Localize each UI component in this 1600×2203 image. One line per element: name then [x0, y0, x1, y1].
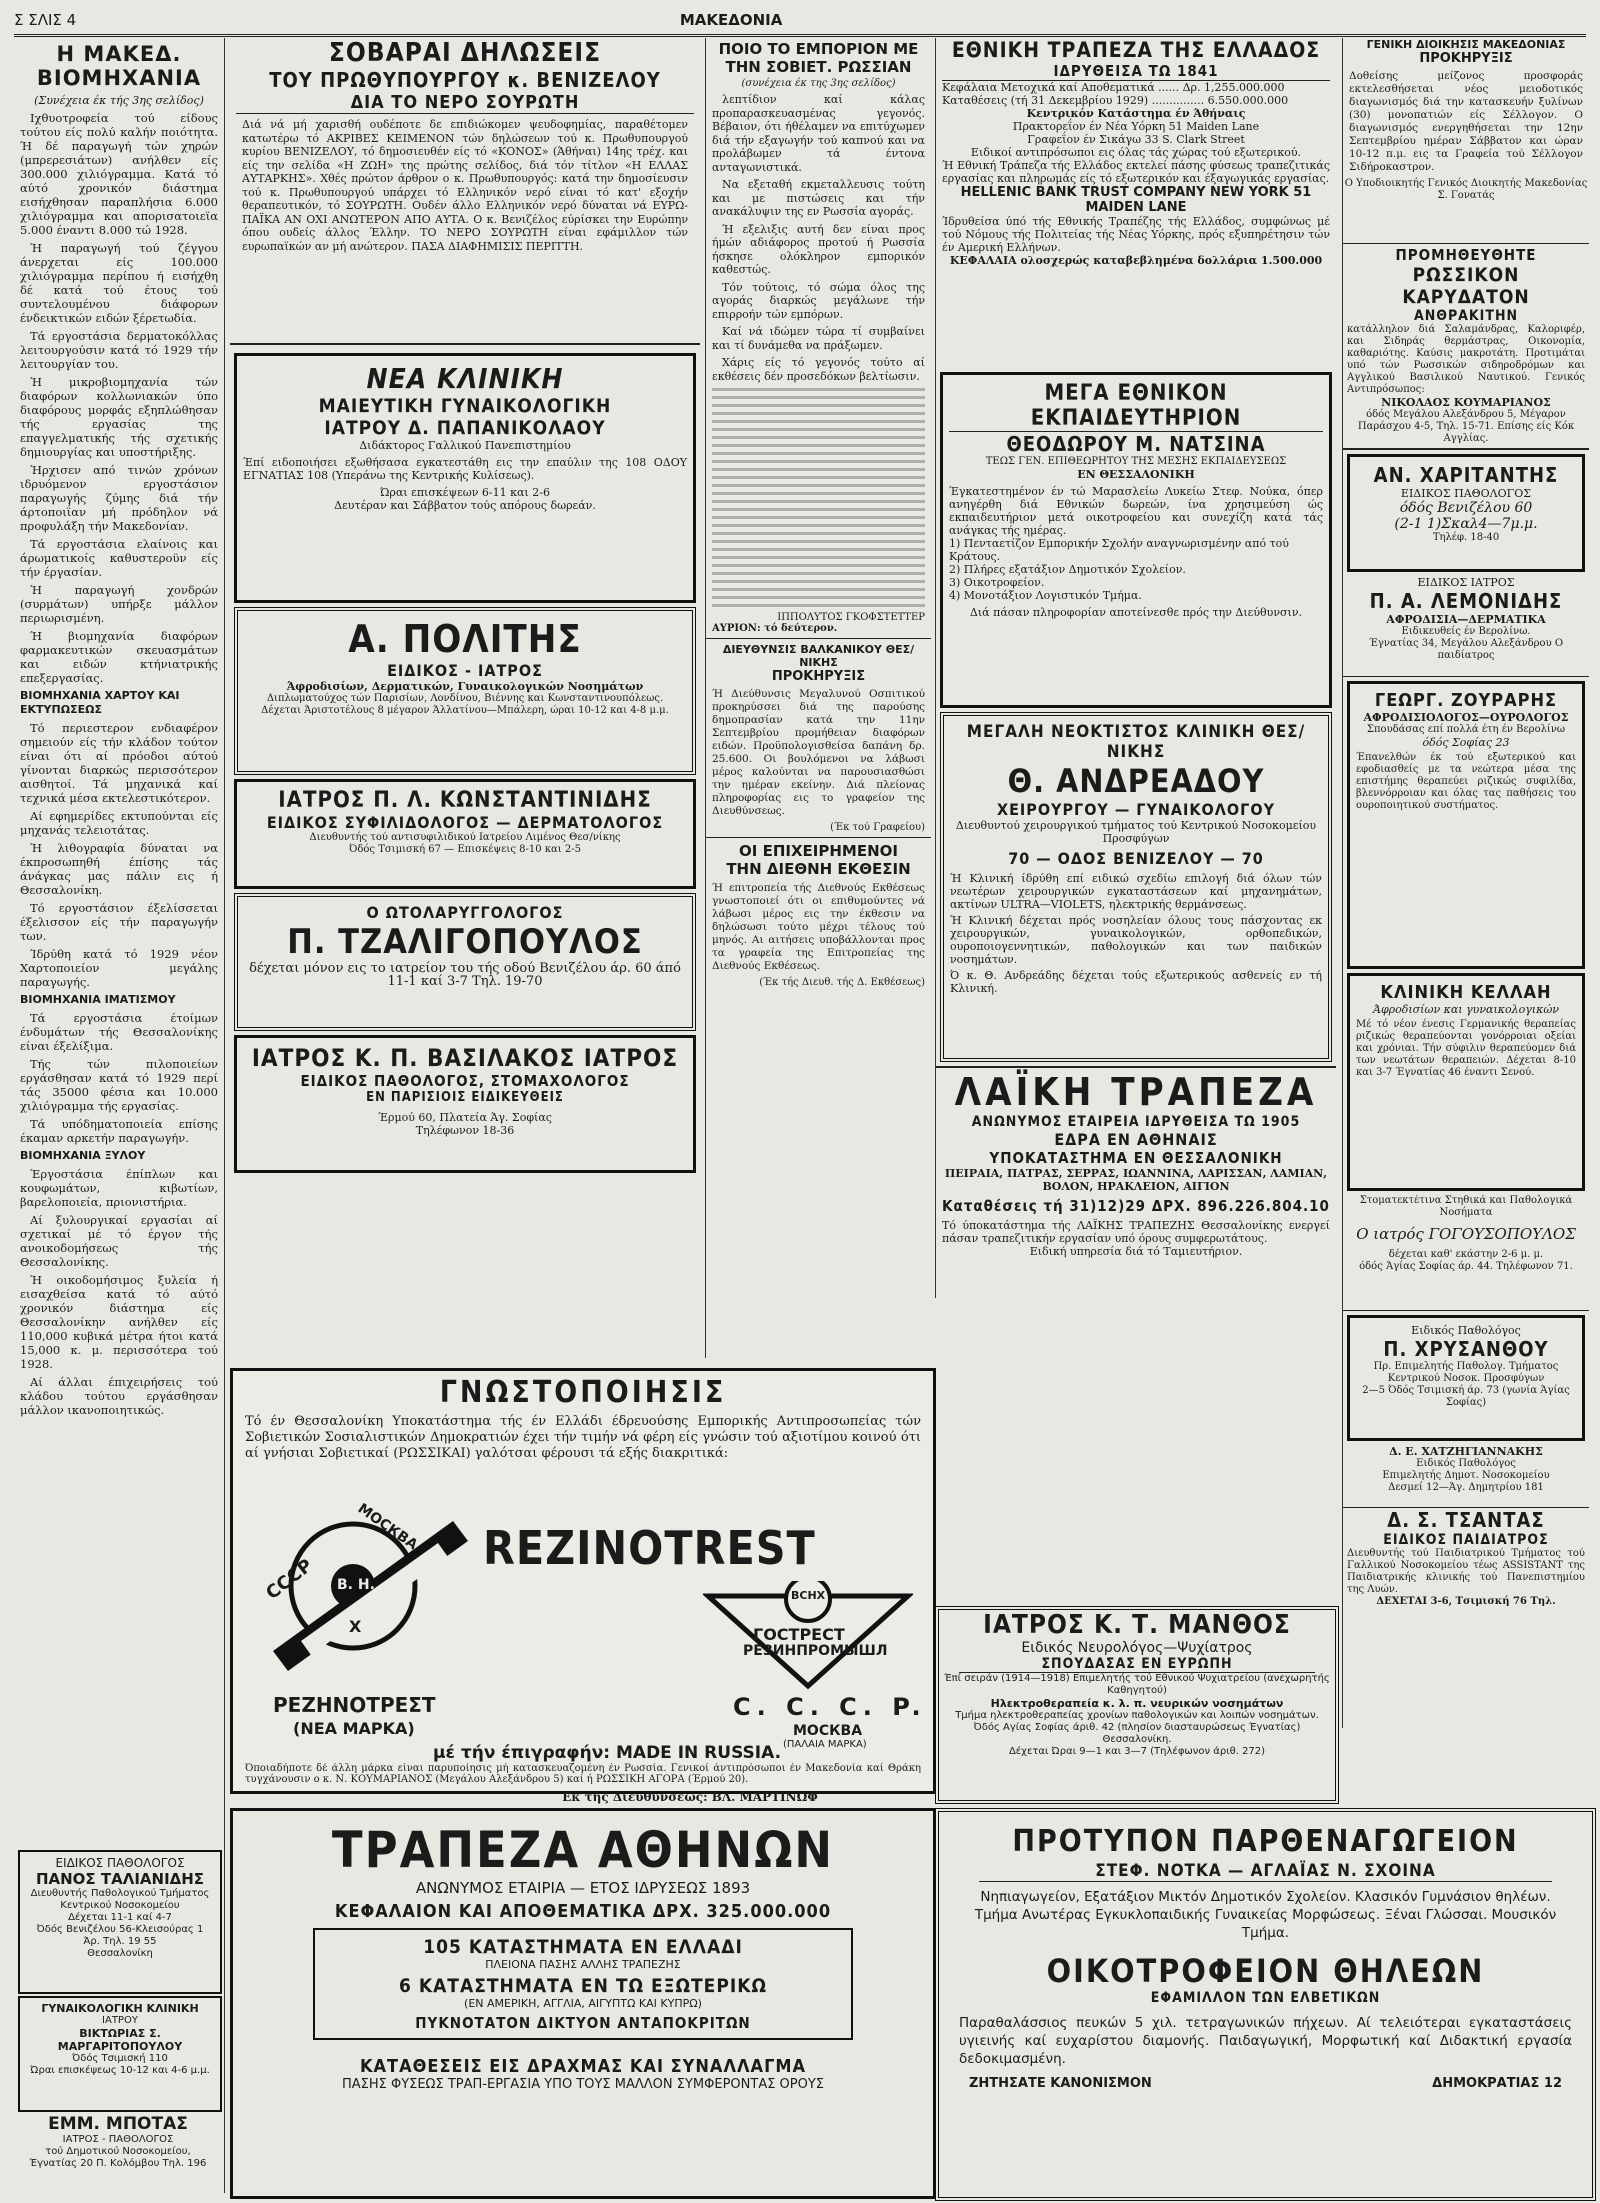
- ad-headline: ΙΑΤΡΟΣ Π. Λ. ΚΩΝΣΤΑΝΤΙΝΙΔΗΣ: [278, 788, 652, 813]
- ad-list-item: 3) Οικοτροφείον.: [949, 576, 1045, 589]
- ad-headline: ΣΟΒΑΡΑΙ ΔΗΛΩΣΕΙΣ: [328, 38, 602, 68]
- article-continuation: (συνέχεια έκ της 3ης σελίδος): [741, 78, 896, 89]
- ad-laiki-bank: [936, 1066, 1336, 1298]
- ad-name: ΒΙΚΤΩΡΙΑΣ Σ. ΜΑΡΓΑΡΙΤΟΠΟΥΛΟΥ: [57, 2027, 183, 2053]
- ad-headline: Π. Α. ΛΕΜΟΝΙΔΗΣ: [1369, 589, 1563, 613]
- paragraph: Τά εργοστάσια έτοίμων ένδυμάτων τής Θεσσαλονίκης είναι έξελίξιμα.: [20, 1011, 218, 1053]
- ad-branch-box: [313, 1928, 853, 2040]
- ad-line: Τηλέφωνον 18-36: [415, 1124, 515, 1137]
- ad-name: ΕΜΜ. ΜΠΟΤΑΣ: [48, 2114, 188, 2134]
- paragraph: Τά εργοστάσια ελαίνοις και άρωματικοίς καθυστεροϋν είς τήν έργασίαν.: [20, 537, 218, 579]
- ad-line: Πρ. Επιμελητής Παθολογ. Τμήματος Κεντρικού Νοσοκ. Προσφύγων: [1373, 1361, 1559, 1384]
- seal-text: РЕЗИНПРОМЫШЛ: [743, 1643, 888, 1659]
- ad-headline: ΕΙΔΙΚΟΣ ΣΥΦΙΛΙΔΟΛΟΓΟΣ — ΔΕΡΜΑΤΟΛΟΓΟΣ: [266, 813, 664, 832]
- ad-headline: ΤΟΥ ΠΡΩΘΥΠΟΥΡΓΟΥ κ. ΒΕΝΙΖΕΛΟΥ: [269, 68, 661, 92]
- ad-line: Σπουδάσας επί πολλά έτη έν Βερολίνω: [1366, 724, 1566, 735]
- ad-papanikolaou-clinic: [234, 353, 696, 603]
- ad-text: Έπί ειδοποιήσει εξωθήσασα εγκατεστάθη εις την επαύλιν της 108 ΟΔΟΥ ΕΓΝΑΤΙΑΣ 108 (Υπεράνω της Κεντρικής Κυλίσεως).: [243, 456, 687, 482]
- ad-chrysanthou: [1347, 1315, 1585, 1441]
- paragraph: Έργοστάσια έπίπλων και κουφωμάτων, κιβωτίων, βαρελοποιεία, πριονιστήρια.: [20, 1167, 218, 1209]
- ad-line: ΙΑΤΡΟΥ: [102, 2015, 138, 2026]
- ad-line: ΠΕΙΡΑΙΑ, ΠΑΤΡΑΣ, ΣΕΡΡΑΣ, ΙΩΑΝΝΙΝΑ, ΛΑΡΙΣΣΑΝ, ΛΑΜΙΑΝ, ΒΟΛΟΝ, ΗΡΑΚΛΕΙΟΝ, ΑΙΓΙΟΝ: [944, 1167, 1328, 1193]
- ad-line: ΚΕΦΑΛΑΙΑ ολοσχερώς καταβεβλημένα δολλάρια 1.500.000: [949, 254, 1323, 267]
- ad-line: Ειδικός Νευρολόγος—Ψυχίατρος: [1021, 1640, 1253, 1656]
- ad-line: Όδός Αγίας Σοφίας άριθ. 42 (πλησίον διασταυρώσεως Έγνατίας) Θεσσαλονίκη.: [973, 1722, 1301, 1745]
- ad-line: Ειδικευθείς έν Βερολίνω.: [1401, 626, 1531, 637]
- ad-line: Δέχεται 11-1 καί 4-7: [68, 1912, 172, 1923]
- notice-title: ΠΡΟΚΗΡΥΞΙΣ: [771, 669, 866, 684]
- ad-line: ΓΥΝΑΙΚΟΛΟΓΙΚΗ ΚΛΙΝΙΚΗ: [41, 2002, 199, 2015]
- ad-name: ΠΑΝΟΣ ΤΑΛΙΑΝΙΔΗΣ: [35, 1870, 205, 1888]
- column-banks: [935, 38, 1336, 1298]
- ad-line: (2-1 1)Σκαλ4—7μ.μ.: [1394, 516, 1538, 532]
- ad-text: Παραθαλάσσιος πευκών 5 χιλ. τετραγωνικών πήχεων. Αί τελειότεραι εγκαταστάσεις υγιεινής καί ευχαρίστου διαμονής. Παιδαγωγική, Μορφωτική καί Διδακτική εργασία δεδοκιμασμένη.: [959, 2015, 1572, 2067]
- ad-line: Γραφεΐον έν Σικάγω 33 S. Clark Street: [1027, 133, 1245, 146]
- ad-line: Τμήμα ηλεκτροθεραπείας χρονίων παθολογικών και λοιπών νοσημάτων.: [955, 1710, 1319, 1721]
- notice-rezinotrest: [230, 1368, 936, 1794]
- notice-title: ΤΗΝ ΔΙΕΘΝΗ ΕΚΘΕΣΙΝ: [726, 860, 911, 878]
- section-heading: ΒΙΟΜΗΧΑΝΙΑ ΞΥΛΟΥ: [20, 1149, 146, 1162]
- ad-headline: ΕΘΝΙΚΗ ΤΡΑΠΕΖΑ ΤΗΣ ΕΛΛΑΔΟΣ: [951, 38, 1321, 62]
- ad-headline: ΙΔΡΥΘΕΙΣΑ ΤΩ 1841: [942, 62, 1330, 81]
- article-body: [20, 111, 218, 1417]
- seal-text: CCCP: [262, 1554, 317, 1605]
- paragraph: Ιχθυοτροφεία τού είδους τούτου είς πολύ καλήν ποιότητα. Ή δέ παραγωγή τών χηρών (μπρερεσιάτων) ανήλθεν είς 300.000 χιλιόγραμμα. Κατά τό αύτό χρονικόν διάστημα εισήχθησαν παραπλήσια 6.000 χιλιόγραμμα και απορισατοιεϊα 5.000 έναντι 8.000 τώ 1928.: [20, 111, 218, 237]
- ad-headline: Ο ΩΤΟΛΑΡΥΓΓΟΛΟΓΟΣ: [366, 903, 564, 922]
- ad-headline: ΡΩΣΣΙΚΟΝ ΚΑΡΥΔΑΤΟΝ: [1402, 264, 1530, 308]
- ad-line: Στοματεκτέτινα Στηθικά και Παθολογικά Νοσήματα: [1359, 1195, 1573, 1218]
- ad-text: Ή Κλινική ίδρύθη επί ειδικώ σχεδίω επιλογή διά όλων τών νεωτέρων χειρουργικών εγκαταστάσεων καί μηχανημάτων, ακτίνων ULTRA—VIOLETS, ηλεκτρικής θερμάνσεως.: [950, 872, 1322, 911]
- ad-headline: HELLENIC BANK TRUST COMPANY NEW YORK 51 MAIDEN LANE: [960, 185, 1312, 215]
- paragraph: Αί άλλαι έπιχειρήσεις τού κλάδου τούτου εργάσθησαν μάλλον ικανοποιητικώς.: [20, 1375, 218, 1417]
- ad-headline: ΚΕΦΑΛΑΙΟΝ ΚΑΙ ΑΠΟΘΕΜΑΤΙΚΑ ΔΡΧ. 325.000.000: [334, 1901, 832, 1922]
- ad-line: Όδός Βενιζέλου 56-Κλεισούρας 1: [36, 1924, 204, 1935]
- paragraph: Τά εργοστάσια δερματοκόλλας λειτουργούσιν κατά τό 1929 τήν λειτουργίαν του.: [20, 329, 218, 371]
- ad-headline: ΠΥΚΝΟΤΑΤΟΝ ΔΙΚΤΥΟΝ ΑΝΤΑΠΟΚΡΙΤΩΝ: [415, 2014, 751, 2032]
- ad-headline: Ο ιατρός ΓΟΓΟΥΣΟΠΟΥΛΟΣ: [1356, 1225, 1576, 1243]
- ad-headline: ΑΝΩΝΥΜΟΣ ΕΤΑΙΡΕΙΑ ΙΔΡΥΘΕΙΣΑ ΤΩ 1905: [971, 1114, 1301, 1130]
- notice-text: Δοθείσης μείζονος προσφοράς εκτελεσθήσεται νέος μειοδοτικός διαγωνισμός διά την κατασκευήν ξυλίνων (30) μονοπατιών είς Σέλλογον. Ο διαγωνισμός ενεργηθήσεται την 12ην Σεπτεμβρίου ημέραν Σάββατον και ώραν 10-12 π.μ. εις τα Γραφεία τού Σέλλογον Σιδήροκαστρον.: [1349, 70, 1583, 173]
- ad-line: Ειδικοί αντιπρόσωποι εις όλας τάς χώρας τού εξωτερικού.: [970, 146, 1302, 159]
- ad-headline: ΜΑΙΕΥΤΙΚΗ ΓΥΝΑΙΚΟΛΟΓΙΚΗ: [318, 395, 612, 417]
- ad-headline: ΕΙΔΙΚΟΣ - ΙΑΤΡΟΣ: [387, 661, 543, 680]
- ad-list-item: 1) Πενταετίζον Εμπορικήν Σχολήν αναγνωρισμένην από τού Κράτους.: [949, 537, 1289, 563]
- paragraph: Ή μικροβιομηχανία τών διαφόρων κολλωνιακών ύπο διαφόρους μορφάς εξηπλώθησαν τής εργασίας της επαγγελματικής τής σχετικής δημιουργίας και υποστήριξης.: [20, 375, 218, 459]
- ad-headline: ΑΝ. ΧΑΡΙΤΑΝΤΗΣ: [1373, 463, 1559, 487]
- ad-headline: ΟΙΚΟΤΡΟΦΕΙΟΝ ΘΗΛΕΩΝ: [1046, 1952, 1485, 1990]
- ad-line: Ειδική υπηρεσία διά τό Ταμιευτήριον.: [1029, 1245, 1243, 1258]
- ad-line: Ώραι επισκέψεως 10-12 και 4-6 μ.μ.: [30, 2065, 210, 2076]
- seal-caption: МОСКВА: [793, 1723, 863, 1739]
- paragraph: Χάρις είς τό γεγονός τούτο αί εκθέσεις δέν προσεδόκων βελτίωσιν.: [712, 356, 925, 383]
- ad-line: ΙΑΤΡΟΣ - ΠΑΘΟΛΟΓΟΣ: [62, 2134, 174, 2145]
- ad-text: Ή Εθνική Τράπεζα τής Ελλάδος εκτελεί πάσης φύσεως τραπεζιτικάς εργασίας και πληρωμάς είς τό εξωτερικόν και έξαγωγικάς εργασίας.: [942, 159, 1330, 185]
- ad-text: Ίδρυθείσα ύπό τής Εθνικής Τραπέζης τής Ελλάδος, συμφώνως μέ τού Νόμους τής Πολιτείας τής Νέας Υόρκης, πρός εξυπηρέτησιν τών έν Αμερική Ελλήνων.: [942, 215, 1330, 254]
- ad-line: ΔΕΧΕΤΑΙ 3-6, Τσιμισκή 76 Τηλ.: [1376, 1596, 1556, 1607]
- ad-line: Κεντρικόν Κατάστημα έν Άθήναις: [1026, 107, 1246, 120]
- ad-girls-school: [935, 1808, 1596, 2201]
- page-number: Σ ΣΛΙΣ 4: [14, 11, 77, 29]
- ad-line: Διά πάσαν πληροφορίαν αποτείνεσθε πρός την Διεύθυνσιν.: [969, 606, 1303, 619]
- ad-gogousopoulos: [1343, 1195, 1589, 1311]
- ad-text: Τό ύποκατάστημα τής ΛΑΪΚΗΣ ΤΡΑΠΕΖΗΣ Θεσσαλονίκης ενεργεί πάσαν τραπεζιτικήν εργασίαν υπό όρους συμφερωτάτους.: [942, 1219, 1330, 1245]
- paragraph: Τόν τούτοις, τό σώμα όλος της αγοράς διαρκώς μεγάλωνε τήν επιρροήν τών εμπόρων.: [712, 280, 925, 321]
- ad-headline: ΜΕΓΑ ΕΘΝΙΚΟΝ ΕΚΠΑΙΔΕΥΤΗΡΙΟΝ: [949, 381, 1323, 432]
- ad-text: Διά νά μή χαρισθή ουδέποτε δε επιδιώκομεν ψευδοφημίας, παραθέτομεν κατωτέρω τό ΑΚΡΙΒΕΣ ΚΕΙΜΕΝΟΝ τών δηλώσεων τού κ. Πρωθυπουργού κυρίου ΒΕΝΙΖΕΛΟΥ, τό δημοσιευθέν είς τό «ΚΟΝΟΣ» (Άθήναι) 14ης τρέχ. και είς την σελίδα «Η ΖΩΗ» της πρώτης σελίδος, διά τόν τίτλον «Η ΕΛΛΑΣ ΑΥΤΑΡΚΗΣ». Χθές πρώτον άρθρον ο κ. Πρωθυπουργός: κατά την δημοσίευσιν τού κ. Πρωθυπουργού υπάρχει τό Ελληνικόν νερό είναι τό κατ' εξοχήν θεραπευτικόν, τό ΣΟΥΡΩΤΗ. Ουδέν άλλο Ελληνικόν νερό δύναται νά ΕΥΡΩ-ΠΑΪΚΑ ΑΝ ΟΧΙ ΑΝΩΤΕΡΟΝ ΑΠΟ ΑΥΤΑ. Ο κ. Βενιζέλος εύρίσκει την Ευρώπην όπου ουδείς άλλος Έλλην. ΤΟ ΝΕΡΟ ΣΟΥΡΩΤΗ είναι εφάμιλλον τών ευρωπαϊκών αν μή ανώτερον. ΠΑΣΑ ΔΙΑΦΗΜΙΣΙΣ ΠΕΡΙΤΤΗ.: [242, 118, 688, 253]
- ad-line: ΑΦΡΟΔΙΣΙΑ—ΔΕΡΜΑΤΙΚΑ: [1386, 613, 1546, 626]
- ad-headline: ΚΛΙΝΙΚΗ ΚΕΛΛΑΗ: [1380, 982, 1552, 1003]
- text-lines: [712, 388, 925, 607]
- ad-gynecology-clinic: [18, 1996, 222, 2112]
- paragraph: Ίδρύθη κατά τό 1929 νέον Χαρτοποιείον μεγάλης παραγωγής.: [20, 947, 218, 989]
- seal-caption: (ΝΕΑ ΜΑΡΚΑ): [293, 1719, 415, 1738]
- column-right-ads: [1342, 38, 1589, 1728]
- notice-title: ΔΙΕΥΘΥΝΣΙΣ ΒΑΛΚΑΝΙΚΟΥ ΘΕΣ/ΝΙΚΗΣ: [722, 643, 915, 669]
- ad-botas: [18, 2114, 218, 2194]
- ad-footer: [969, 2076, 1562, 2091]
- seal-text: ВСНХ: [791, 1589, 826, 1602]
- ad-line: ΖΗΤΗΣΑΤΕ ΚΑΝΟΝΙΣΜΟΝ: [969, 2076, 1152, 2091]
- ad-line: Κεφάλαια Μετοχικά καί Αποθεματικά ...... Δρ. 1,255.000.000: [942, 81, 1285, 94]
- ad-line: Διευθυντής τού αντισυφιλιδικού Ιατρείου Λιμένος Θεσ/νίκης: [309, 832, 621, 843]
- seal-text: X: [349, 1617, 362, 1636]
- notice-text: Ή επιτροπεία τής Διεθνούς Εκθέσεως γνωστοποιεί ότι οι επιθυμούντες νά λάβωσι μέρος εις την έκθεσιν να δηλώσωσι τούτο μέχρι τέλους τού μηνός. Αι αιτήσεις υποβάλλονται προς τα γραφεία της Επιτροπείας της Διεθνούς Εκθέσεως.: [712, 882, 925, 972]
- ad-headline: ΜΕΓΑΛΗ ΝΕΟΚΤΙΣΤΟΣ ΚΛΙΝΙΚΗ ΘΕΣ/ΝΙΚΗΣ: [966, 722, 1306, 762]
- article-title: ΠΟΙΟ ΤΟ ΕΜΠΟΡΙΟΝ ΜΕ ΤΗΝ ΣΟΒΙΕΤ. ΡΩΣΣΙΑΝ: [718, 40, 919, 76]
- notice-title: ΟΙ ΕΠΙΧΕΙΡΗΜΕΝΟΙ: [739, 842, 898, 860]
- ad-line: Δέχεται Άριστοτέλους 8 μέγαρον Άλλατίνου—Μπάλερη, ώραι 10-12 και 4-8 μ.μ.: [261, 705, 669, 716]
- ad-tsantas: [1343, 1508, 1589, 1618]
- ad-headline: ΠΡΟΤΥΠΟΝ ΠΑΡΘΕΝΑΓΩΓΕΙΟΝ: [1012, 1824, 1519, 1859]
- seal-text: ГОСТРЕСТ: [753, 1625, 845, 1644]
- ad-line: δέχεται καθ' εκάστην 2-6 μ. μ.: [1388, 1249, 1544, 1260]
- ad-line: Διπλωματούχος τών Παρισίων, Λονδίνου, Βιέννης και Κωνσταντινουπόλεως.: [266, 693, 664, 704]
- brand-name: REZINOTREST: [483, 1521, 816, 1575]
- ad-text: Έπανελθών έκ τού εξωτερικού και εφοδιασθείς με τα νεώτερα μέσα της επιστήμης θεραπεύει ριζικώς συφιλίδα, βλεννόρροιαν και όλας τας παθήσεις του ουροποιητικού συστήματος.: [1356, 752, 1576, 811]
- ad-line: Έπί σειράν (1914—1918) Επιμελητής τού Εθνικού Ψυχιατρείου (ανεχωρητής Καθηγητού): [944, 1673, 1330, 1696]
- ad-headline: ΝΕΑ ΚΛΙΝΙΚΗ: [366, 362, 564, 395]
- ad-text: κατάλληλον διά Σαλαμάνδρας, Καλοριφέρ, και Σιδηράς θερμάστρας, Οικονομία, καθαριότης. Καύσις μακροτάτη. Προτιμάται υπό τών Ρωσσικών σιδηροδρόμων και Αγγλικού Βασιλικού Ναυτικού. Γενικός Αντιπρόσωπος:: [1347, 324, 1585, 395]
- paragraph: Ή εξελιξις αυτή δεν είναι προς ήμών αδιάφορος προτού ή Ρωσσία ήσκησε ολόκληρον εμπορικόν καθεστώς.: [712, 222, 925, 276]
- ad-line: Ηλεκτροθεραπεία κ. λ. π. νευρικών νοσημάτων: [990, 1697, 1284, 1710]
- paragraph: Να εξεταθή εκμεταλλευσις τούτη και με πιστώσεις και τήν ανακάλυψιν της εν Ρωσσία αγοράς.: [712, 178, 925, 218]
- paragraph: Ή λιθογραφία δύναται να έκπροσωπηθή έπίσης τάς άνάγκας μας πάλιν εις ή Θεσσαλονίκη.: [20, 841, 218, 897]
- seal-caption: ΡΕΖΗΝΟΤΡΕΣΤ: [273, 1693, 436, 1717]
- paragraph: Τό περιεστερον ενδιαφέρον σημειούν είς τήν κλάδον τούτον είναι ότι αί πρόοδοι αύτού γίνονται διαρκώς περισσότερον αισθητοί. Τά μηχανικά καί τεχνικά μέσα εκτελεστικότερον.: [20, 721, 218, 805]
- paragraph: Ή παραγωγή χονδρών (συρμάτων) υπήρξε μάλλον περιωρισμένη.: [20, 583, 218, 625]
- ad-charitantis: [1347, 454, 1585, 572]
- ad-headline: 70 — ΟΔΟΣ ΒΕΝΙΖΕΛΟΥ — 70: [1008, 849, 1264, 868]
- ad-line: ΕΙΔΙΚΟΣ ΙΑΤΡΟΣ: [1417, 576, 1515, 589]
- ad-line: Δευτέραν και Σάββατον τούς απόρους δωρεάν.: [334, 499, 596, 512]
- ad-russian-anthracite: [1343, 244, 1589, 450]
- ad-lemonidis: [1343, 576, 1589, 677]
- paragraph: Τής τών πιλοποιείων εργάσθησαν κατά τό 1929 περί τάς 35000 φέσια και 10.000 χιλιόγραμμα τής εργασίας.: [20, 1057, 218, 1113]
- ad-headline: ΑΝΘΡΑΚΙΤΗΝ: [1413, 308, 1519, 324]
- paragraph: Αί ξυλουργικαί εργασίαι αί σχετικαί μέ τό έργον τής ανοικοδομήσεως τής Θεσσαλονίκης.: [20, 1213, 218, 1269]
- ad-list-item: 2) Πλήρες εξατάξιον Δημοτικόν Σχολείον.: [949, 563, 1186, 576]
- article-tomorrow: ΑΥΡΙΟΝ: τό δεύτερον.: [712, 623, 838, 634]
- paragraph: Τά υπόδηματοποιεία επίσης έκαμαν αρκετήν παραγωγήν.: [20, 1117, 218, 1145]
- divider: [706, 638, 931, 639]
- ad-line: όδός Άγίας Σοφίας άρ. 44. Τηλέφωνον 71.: [1359, 1261, 1573, 1272]
- divider: [706, 837, 931, 838]
- ad-talianidis: [18, 1850, 222, 1994]
- ad-line: ΕΝ ΘΕΣΣΑΛΟΝΙΚΗ: [1077, 468, 1195, 481]
- ad-line: Άφροδισίων, Δερματικών, Γυναικολογικών Νοσημάτων: [286, 680, 644, 693]
- ad-text: Διευθυντής τού Παιδιατρικού Τμήματος τού Γαλλικού Νοσοκομείου τέως ASSISTANT της Παιδιατρικής κλινικής τού Πανεπιστημίου της Λυών.: [1347, 1548, 1585, 1595]
- ad-chatzigiannakis: [1343, 1445, 1589, 1508]
- newspaper-name: ΜΑΚΕΔΟΝΙΑ: [679, 11, 783, 29]
- ad-line: Δέχεται Ώραι 9—1 και 3—7 (Τηλέφωνον άριθ. 272): [1008, 1746, 1266, 1757]
- ad-national-bank: [936, 38, 1336, 368]
- article-signature: ΙΠΠΟΛΥΤΟΣ ΓΚΟΦΣΤΕΤΤΕΡ: [777, 612, 925, 623]
- ad-headline: ΕΙΔΙΚΟΣ ΠΑΙΔΙΑΤΡΟΣ: [1383, 1532, 1549, 1548]
- ad-headline: Δ. Ε. ΧΑΤΖΗΓΙΑΝΝΑΚΗΣ: [1389, 1445, 1543, 1458]
- notice-gen-admin: [1343, 38, 1589, 244]
- ad-headline: ΚΑΤΑΘΕΣΕΙΣ ΕΙΣ ΔΡΑΧΜΑΣ ΚΑΙ ΣΥΝΑΛΛΑΓΜΑ: [359, 2056, 807, 2077]
- paragraph: Ή βιομηχανία διαφόρων φαρμακευτικών σκευασμάτων και ειδών κτήνιατρικής επεξεργασίας.: [20, 629, 218, 685]
- ad-line: Διδάκτορος Γαλλικού Πανεπιστημίου: [359, 439, 571, 452]
- ad-line: ΑΝΩΝΥΜΟΣ ΕΤΑΙΡΙΑ — ΕΤΟΣ ΙΔΡΥΣΕΩΣ 1893: [415, 1879, 751, 1897]
- ad-line: Πρακτορεΐον έν Νέα Υόρκη 51 Maiden Lane: [1012, 120, 1260, 133]
- ad-line: Διευθυντού χειρουργικού τμήματος τού Κεντρικού Νοσοκομείου Προσφύγων: [955, 819, 1317, 845]
- ad-konstantinidis: [234, 779, 696, 889]
- ad-line: (ΕΝ ΑΜΕΡΙΚΗ, ΑΓΓΛΙΑ, ΑΙΓΥΠΤΩ ΚΑΙ ΚΥΠΡΩ): [464, 1997, 702, 2010]
- paragraph: Ή οικοδομήσιμος ξυλεία ή εισαχθείσα κατά τό αύτό χρονικόν διάστημα είς Θεσσαλονίκην ανήλθεν είς 110,000 κυβικά μέτρα ήτοι κατά 15,000 κ. μ. περισσότερα τού 1928.: [20, 1273, 218, 1371]
- ad-bank-of-athens: [230, 1808, 936, 2199]
- paragraph: Τό εργοστάσιον έξελίσσεται έξελισσον είς τήν παραγωγήν των.: [20, 901, 218, 943]
- notice-signature: Έκ τής Διευθύνσεως: ΒΛ. ΜΑΡΤΙΝΩΦ: [560, 1790, 818, 1804]
- ad-headline: ΕΦΑΜΙΛΛΟΝ ΤΩΝ ΕΛΒΕΤΙΚΩΝ: [1150, 1990, 1381, 2006]
- paragraph: Καί νά ιδώμεν τώρα τί συμβαίνει και τί δυνάμεθα να πράξωμεν.: [712, 325, 925, 352]
- ad-line: Έρμού 60, Πλατεία Άγ. Σοφίας: [378, 1111, 552, 1124]
- article-continuation: (Συνέχεια έκ τής 3ης σελίδος): [34, 94, 204, 107]
- ad-headline: ΕΔΡΑ ΕΝ ΑΘΗΝΑΙΣ: [1054, 1130, 1218, 1149]
- ad-line: ΕΙΔΙΚΟΣ ΠΑΘΟΛΟΓΟΣ: [55, 1856, 185, 1870]
- ad-line: Έγνατίας 20 Π. Κολόμβου Τηλ. 196: [29, 2158, 207, 2169]
- seal-new-mark: [253, 1491, 493, 1691]
- notice-made-in: μέ τήν έπιγραφήν: MADE IN RUSSIA.: [433, 1743, 782, 1763]
- ad-zourarhs: [1347, 681, 1585, 969]
- ad-headline: ΠΡΟΜΗΘΕΥΘΗΤΕ: [1395, 246, 1537, 264]
- ad-headline: ΔΙΑ ΤΟ ΝΕΡΟ ΣΟΥΡΩΤΗ: [236, 92, 694, 114]
- notice-text: Ή Διεύθυνσις Μεγαλυνού Οσπιτικού προκηρύσσει διά της παρούσης δημοπρασίαν κατά την 11ην Σεπτεμβρίου προμήθειαν διαφόρων ειδών. Προϋπολογισθείσα δαπάνη δρ. 25.600. Οι βουλόμενοι να λάβωσι μέρος καλούνται να παρουσιασθώσι την ημέραν εκείνην. Διά πλείονας πληροφορίας εις το γραφείον της Διευθύνσεως.: [712, 688, 925, 817]
- ad-headline: ΛΑΪΚΗ ΤΡΑΠΕΖΑ: [954, 1070, 1318, 1114]
- paragraph: Αί εφημερίδες εκτυπούνται είς μηχανάς τελειοτάτας.: [20, 809, 218, 837]
- column-soviet-trade: [705, 38, 931, 1358]
- ad-line: Καταθέσεις (τή 31 Δεκεμβρίου 1929) ............... 6.550.000.000: [942, 94, 1289, 107]
- notice-signature: (Έκ τής Διευθ. τής Δ. Εκθέσεως): [759, 977, 925, 988]
- ad-name: ΝΙΚΟΛΑΟΣ ΚΟΥΜΑΡΙΑΝΟΣ: [1381, 396, 1551, 409]
- ad-line: Άρ. Τηλ. 19 55: [83, 1936, 157, 1947]
- ad-line: Ειδικός Παθολόγος: [1411, 1324, 1521, 1337]
- ad-headline: 6 ΚΑΤΑΣΤΗΜΑΤΑ ΕΝ ΤΩ ΕΞΩΤΕΡΙΚΩ: [398, 1975, 767, 1997]
- ad-andreadou-clinic: [940, 712, 1332, 1062]
- ad-line: Επιμελητής Δημοτ. Νοσοκομείου: [1382, 1470, 1550, 1481]
- ad-line: δέχεται μόνον εις το ιατρείον του τής οδού Βενιζέλου άρ. 60 άπό 11-1 καί 3-7 Τηλ. 19-70: [249, 961, 681, 989]
- ad-line: όδός Σοφίας 23: [1422, 736, 1510, 749]
- column-ads-left: [230, 38, 700, 1358]
- ad-tzaligopoulos: [234, 893, 696, 1031]
- ad-text: Νηπιαγωγείον, Εξατάξιον Μικτόν Δημοτικόν Σχολείον. Κλασικόν Γυμνάσιον θηλέων. Τμήμα Ανωτέρας Εγκυκλοπαιδικής Γυναικείας Μορφώσεως. Ξέναι Γλώσσαι. Μουσικόν Τμήμα.: [974, 1889, 1557, 1941]
- ad-line: ΠΑΣΗΣ ΦΥΣΕΩΣ ΤΡΑΠ-ΕΡΓΑΣΙΑ ΥΠΟ ΤΟΥΣ ΜΑΛΛΟΝ ΣΥΜΦΕΡΟΝΤΑΣ ΟΡΟΥΣ: [341, 2077, 825, 2092]
- ad-vasilakos: [234, 1035, 696, 1173]
- ad-line: Θεσσαλονίκη: [87, 1948, 153, 1959]
- seal-text: МОСКВА: [354, 1500, 421, 1554]
- paragraph: Ήρχισεν από τινών χρόνων ιδρυόμενον εργοστάσιον παραγωγής ζύμης διά τήν άρτοποιΐαν μή πρόδηλον νά προφυλάξη τήν Μακεδονίαν.: [20, 463, 218, 533]
- ad-line: ΑΦΡΟΔΙΣΙΟΛΟΓΟΣ—ΟΥΡΟΛΟΓΟΣ: [1363, 711, 1569, 724]
- ad-headline: ΥΠΟΚΑΤΑΣΤΗΜΑ ΕΝ ΘΕΣΣΑΛΟΝΙΚΗ: [989, 1149, 1283, 1167]
- ad-headline: ΙΑΤΡΟΥ Δ. ΠΑΠΑΝΙΚΟΛΑΟΥ: [324, 417, 606, 439]
- masthead: [14, 6, 1586, 37]
- ad-venizelos-statement: [230, 38, 700, 345]
- ad-headline: ΧΕΙΡΟΥΡΓΟΥ — ΓΥΝΑΙΚΟΛΟΓΟΥ: [996, 800, 1275, 819]
- ad-line: Δεσμεί 12—Άγ. Δημητρίου 181: [1388, 1482, 1544, 1493]
- notice-title: ΠΡΟΚΗΡΥΞΙΣ: [1419, 51, 1513, 66]
- paragraph: Ή παραγωγή τού ζέγγου άνερχεται είς 100.000 χιλιόγραμμα περίπου ή εισήχθη δέ κατά τού έτους τού συντελουμένου διάφορων ένδεικτικών ειδών ξέρετωδία.: [20, 241, 218, 325]
- ad-headline: Π. ΧΡΥΣΑΝΘΟΥ: [1383, 1337, 1549, 1361]
- ad-headline: ΣΤΕΦ. ΝΟΤΚΑ — ΑΓΛΑΪΑΣ Ν. ΣΧΟΙΝΑ: [979, 1861, 1552, 1882]
- ad-line: Έγνατίας 34, Μεγάλου Αλεξάνδρου Ο παιδίατρος: [1368, 638, 1564, 661]
- ad-text: Έγκατεστημένον έν τώ Μαρασλείω Λυκείω Στεφ. Νούκα, όπερ ανηγέρθη διά Εθνικών δωρεών, ίνα χρησιμεύση ώς εκπαιδευτήριον μετά οικοτροφείου και συνεχίζη κατά τάς ανάγκας τής ημέρας.: [949, 485, 1323, 537]
- notice-title: ΓΝΩΣΤΟΠΟΙΗΣΙΣ: [439, 1375, 727, 1410]
- ad-line: 2—5 Όδός Τσιμισκή άρ. 73 (γωνία Άγίας Σοφίας): [1362, 1385, 1570, 1408]
- ad-line: ΠΛΕΙΟΝΑ ΠΑΣΗΣ ΑΛΛΗΣ ΤΡΑΠΕΖΗΣ: [485, 1958, 681, 1971]
- article-title: Η ΜΑΚΕΔ. ΒΙΟΜΗΧΑΝΙΑ: [36, 42, 202, 90]
- ad-line: Άφροδισίων και γυναικολογικών: [1373, 1003, 1559, 1016]
- ad-headline: ΓΕΩΡΓ. ΖΟΥΡΑΡΗΣ: [1374, 690, 1558, 711]
- ad-line: Διευθυντής Παθολογικού Τμήματος Κεντρικού Νοσοκομείου: [30, 1888, 210, 1911]
- ad-line: ΤΕΩΣ ΓΕΝ. ΕΠΙΘΕΩΡΗΤΟΥ ΤΗΣ ΜΕΣΗΣ ΕΚΠΑΙΔΕΥΣΕΩΣ: [985, 456, 1287, 467]
- ad-headline: Δ. Σ. ΤΣΑΝΤΑΣ: [1387, 1508, 1545, 1532]
- ad-line: Ώραι επισκέψεων 6-11 και 2-6: [380, 486, 550, 499]
- ad-headline: ΣΠΟΥΔΑΣΑΣ ΕΝ ΕΥΡΩΠΗ: [959, 1656, 1315, 1673]
- ad-line: Όδός Τσιμισκή 67 — Επισκέψεις 8-10 και 2-5: [349, 844, 581, 855]
- ad-line: ΕΙΔΙΚΟΣ ΠΑΘΟΛΟΓΟΣ: [1400, 487, 1532, 500]
- ad-line: Τηλέφ. 18-40: [1432, 532, 1500, 543]
- paragraph: λεπτίδιον καί κάλας προπαρασκευασμένας γεγονός. Βέβαιον, ότι ήθέλαμεν να επιτύχωμεν διά τήν εξαγωγήν τού καπνού και να προλάβωμεν τά έντονα ανταγωνιστικά.: [712, 93, 925, 174]
- ad-kellah-clinic: [1347, 973, 1585, 1191]
- ad-manthos: [935, 1606, 1339, 1804]
- ad-headline: 105 ΚΑΤΑΣΤΗΜΑΤΑ ΕΝ ΕΛΛΑΔΙ: [423, 1936, 743, 1958]
- article-body: [712, 93, 925, 383]
- ad-natsina-school: [940, 372, 1332, 708]
- ad-headline: ΕΝ ΠΑΡΙΣΙΟΙΣ ΕΙΔΙΚΕΥΘΕΙΣ: [366, 1090, 564, 1105]
- seal-caption: (ΠΑΛΑΙΑ ΜΑΡΚΑ): [783, 1739, 867, 1750]
- ad-headline: Α. ΠΟΛΙΤΗΣ: [348, 617, 582, 661]
- seal-caption: C. C. C. P.: [733, 1693, 927, 1721]
- ad-headline: ΤΡΑΠΕΖΑ ΑΘΗΝΩΝ: [331, 1821, 835, 1879]
- ad-headline: Π. ΤΖΑΛΙΓΟΠΟΥΛΟΣ: [287, 922, 643, 962]
- ad-headline: Θ. ΑΝΔΡΕΑΔΟΥ: [1007, 762, 1265, 800]
- notice-text: Τό έν Θεσσαλονίκη Υποκατάστημα τής έν Ελλάδι έδρευούσης Εμπορικής Αντιπροσωπείας τών Σοβιετικών Σοσιαλιστικών Δημοκρατιών έχει τήν τιμήν νά φέρη είς γνώσιν τού αξιοτίμου κοινού ότι αί γνήσιαι Σοβιετικαί (ΡΩΣΣΙΚΑΙ) γαλότσαι φέρουσι τά εξής διακριτικά:: [245, 1414, 921, 1461]
- ad-text: Μέ τό νέον ένεσις Γερμανικής θεραπείας ριζικώς θεραπεύονται γονόρροιαι οξείαι και χρόνιαι. Τήν σύφιλιν θεραπεύομεν διά των νεωτάτων θεραπειών. Δέχεται 8-10 και 3-7 Έγνατίας 46 έναντι Σενού.: [1356, 1019, 1576, 1078]
- ad-line: όδός Μεγάλου Αλεξάνδρου 5, Μέγαρον Παράσχου 4-5, Τηλ. 15-71. Επίσης είς Κόκ Αγγλίας.: [1357, 409, 1575, 444]
- notice-rest: Όποιαδήποτε δέ άλλη μάρκα είναι παρυποίησις μή κατασκευαζομένη έν Ρωσσία. Γενικοί άντιπρόσωποι έν Μακεδονία καί Θράκη τυγχάνουσιν ο κ. Ν. ΚΟΥΜΑΡΙΑΝΟΣ (Μεγάλου Αλεξάνδρου 5) καί ή ΡΩΣΣΙΚΗ ΑΓΟΡΑ (Έρμού 20).: [245, 1763, 921, 1785]
- ad-text: Ό κ. Θ. Ανδρεάδης δέχεται τούς εξωτερικούς ασθενείς εν τή Κλινική.: [950, 969, 1322, 995]
- ad-headline: ΕΙΔΙΚΟΣ ΠΑΘΟΛΟΓΟΣ, ΣΤΟΜΑΧΟΛΟΓΟΣ: [300, 1072, 630, 1090]
- section-heading: ΒΙΟΜΗΧΑΝΙΑ ΧΑΡΤΟΥ ΚΑΙ ΕΚΤΥΠΩΣΕΩΣ: [20, 689, 180, 716]
- seal-old-mark: [703, 1581, 913, 1691]
- ad-headline: ΙΑΤΡΟΣ Κ. Π. ΒΑΣΙΛΑΚΟΣ ΙΑΤΡΟΣ: [251, 1044, 679, 1072]
- ad-line: Όδός Τσιμισκή 110: [72, 2053, 168, 2064]
- seal-text: B. H.: [337, 1577, 375, 1593]
- notice-signature: Ο Υποδιοικητής Γενικός Διοικητής Μακεδονίας Σ. Γονατάς: [1344, 178, 1588, 201]
- ad-line: ΔΗΜΟΚΡΑΤΙΑΣ 12: [1432, 2076, 1562, 2091]
- notice-signature: (Έκ τού Γραφείου): [830, 822, 925, 833]
- ad-line: τού Δημοτικού Νοσοκομείου,: [45, 2146, 191, 2157]
- ad-line: Καταθέσεις τή 31)12)29 ΔΡΧ. 896.226.804.10: [942, 1197, 1330, 1215]
- ad-line: Ειδικός Παθολόγος: [1416, 1458, 1516, 1469]
- section-heading: ΒΙΟΜΗΧΑΝΙΑ ΙΜΑΤΙΣΜΟΥ: [20, 993, 176, 1006]
- ad-polites: [234, 607, 696, 775]
- ad-text: Ή Κλινική δέχεται πρός νοσηλείαν όλους τους πάσχοντας εκ χειρουργικών, γυναικολογικών, ορθοπεδικών, ουροποιογεννητικών, παθολογικών και των παιδικών νοσημάτων.: [950, 914, 1322, 966]
- notice-title: ΓΕΝΙΚΗ ΔΙΟΙΚΗΣΙΣ ΜΑΚΕΔΟΝΙΑΣ: [1366, 38, 1566, 51]
- ad-headline: ΙΑΤΡΟΣ Κ. Τ. ΜΑΝΘΟΣ: [983, 1610, 1291, 1640]
- ad-list-item: 4) Μονοτάξιον Λογιστικόν Τμήμα.: [949, 589, 1142, 602]
- ad-headline: ΘΕΟΔΩΡΟΥ Μ. ΝΑΤΣΙΝΑ: [1006, 432, 1266, 456]
- ad-line: όδός Βενιζέλου 60: [1399, 500, 1533, 516]
